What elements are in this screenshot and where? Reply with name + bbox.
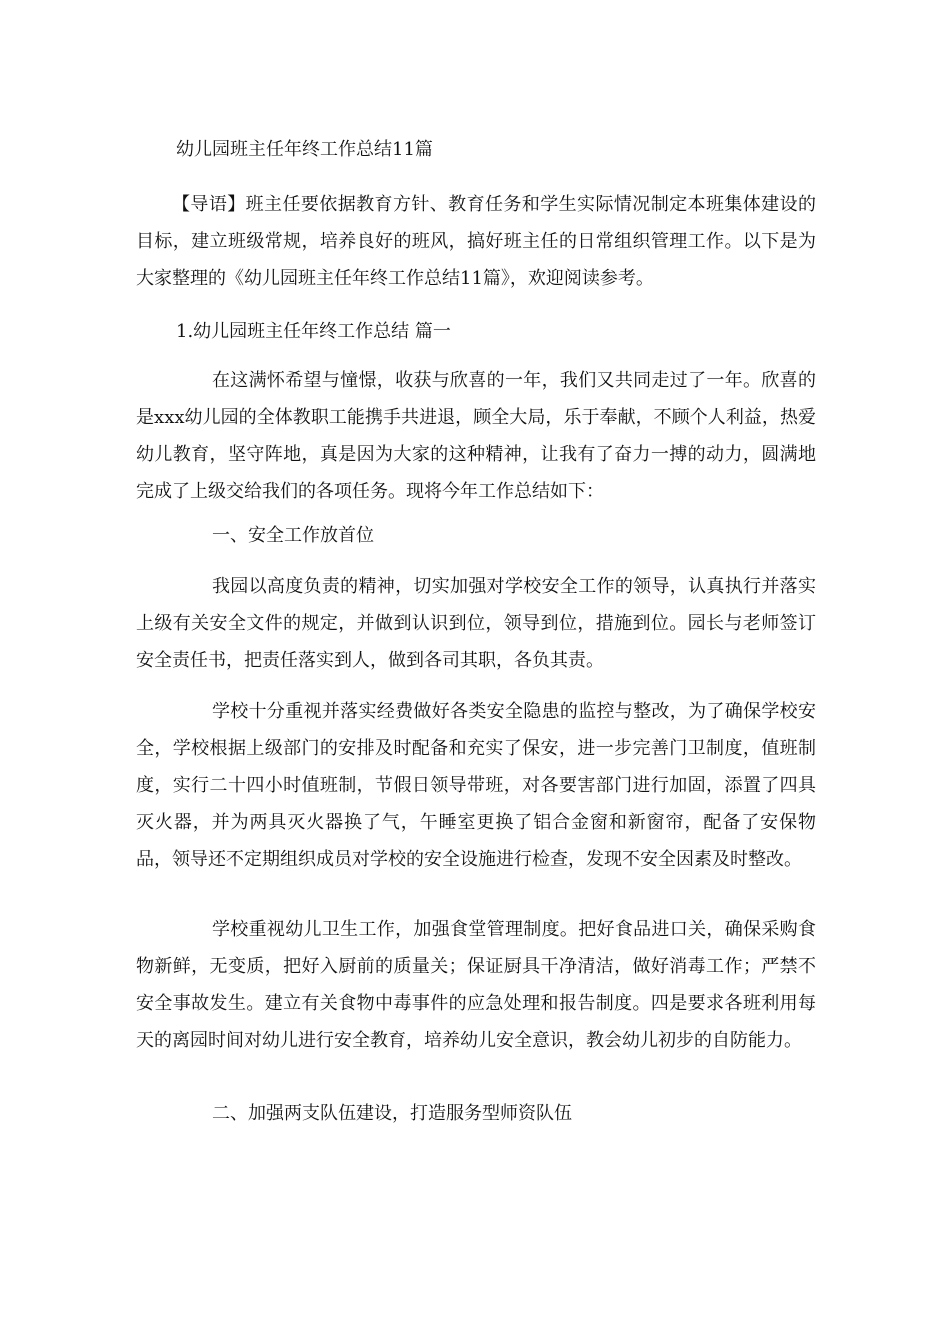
document-title: 幼儿园班主任年终工作总结11篇 — [176, 139, 433, 160]
body-paragraph-2: 我园以高度负责的精神，切实加强对学校安全工作的领导，认真执行并落实上级有关安全文件的规定，并做到认识到位，领导到位，措施到位。园长与老师签订安全责任书，把责任落实到人，做到各司其职，各负其责。 — [136, 576, 816, 671]
section-heading: 1.幼儿园班主任年终工作总结 篇一 — [176, 321, 451, 342]
subheading-2: 二、加强两支队伍建设，打造服务型师资队伍 — [212, 1103, 572, 1124]
subheading-1: 一、安全工作放首位 — [212, 525, 374, 546]
body-paragraph-1: 在这满怀希望与憧憬，收获与欣喜的一年，我们又共同走过了一年。欣喜的是xxx幼儿园的全体教职工能携手共进退，顾全大局，乐于奉献，不顾个人利益，热爱幼儿教育，坚守阵地，真是因为大家的这种精神，让我有了奋力一搏的动力，圆满地完成了上级交给我们的各项任务。现将今年工作总结如下： — [136, 370, 816, 502]
intro-paragraph: 【导语】班主任要依据教育方针、教育任务和学生实际情况制定本班集体建设的目标，建立班级常规，培养良好的班风，搞好班主任的日常组织管理工作。以下是为大家整理的《幼儿园班主任年终工作总结11篇》，欢迎阅读参考。 — [136, 194, 816, 289]
body-paragraph-4: 学校重视幼儿卫生工作，加强食堂管理制度。把好食品进口关，确保采购食物新鲜，无变质，把好入厨前的质量关；保证厨具干净清洁，做好消毒工作；严禁不安全事故发生。建立有关食物中毒事件的应急处理和报告制度。四是要求各班利用每天的离园时间对幼儿进行安全教育，培养幼儿安全意识，教会幼儿初步的自防能力。 — [136, 919, 816, 1051]
body-paragraph-3: 学校十分重视并落实经费做好各类安全隐患的监控与整改，为了确保学校安全，学校根据上级部门的安排及时配备和充实了保安，进一步完善门卫制度，值班制度，实行二十四小时值班制，节假日领导带班，对各要害部门进行加固，添置了四具灭火器，并为两具灭火器换了气，午睡室更换了铝合金窗和新窗帘，配备了安保物品，领导还不定期组织成员对学校的安全设施进行检查，发现不安全因素及时整改。 — [136, 701, 816, 870]
